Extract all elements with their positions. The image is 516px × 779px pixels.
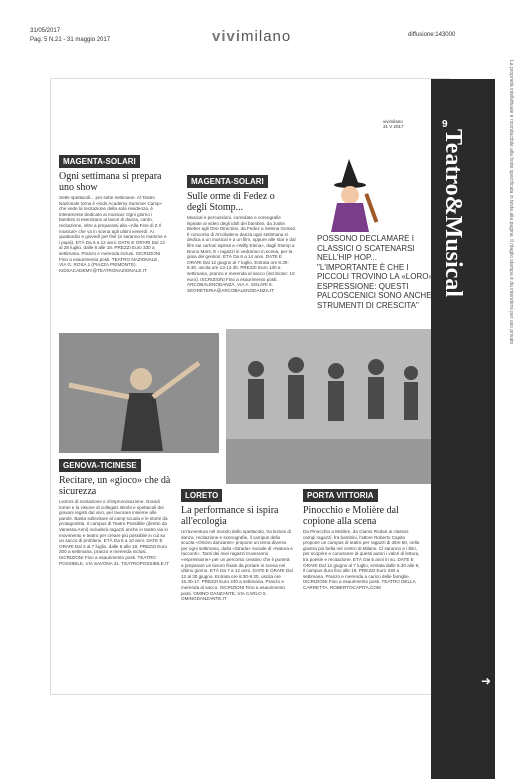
logo-rest: milano (241, 28, 292, 45)
article-3-title: Recitare, un «gioco» che dà sicurezza (59, 475, 171, 497)
clipping-page (50, 78, 492, 695)
article-2-label: MAGENTA-SOLARI (187, 175, 268, 188)
article-3-body: Lezioni di recitazione e d'improvvisazione. Grandi tornei e la visione di collegati. Bimbi e spettacoli dei giovani registi dal vivo, per lavorare insieme alle parole. Basta sollecitare al camp scuola e le storie da protagonista. Il campus di Teatro Possibile (diretto da Vanessa Anni) includerà ragazzi anche in teatro via in movimento e teatro per creare più possibile in cui su un sacco di problemi. ETÀ Da 5 a 10 anni. DATE E ORARI Dal 3 al 7 luglio, dalle 8 alle 18. PREZZI Euro 200 a settimana, pranzo e merenda inclusi. ISCRIZIONI Fino a esaurimento posti. TEATRO POSSIBILE, VIA SAVONA 31. TEATROPOSSIBILE.IT (59, 499, 170, 566)
header-date: 31/05/2017 (30, 28, 61, 34)
dancing-girl-photo (59, 333, 219, 453)
article-2-body: Musical e percussioni, corredate e coreografie ispirate ai video degli idoli dei bambini, da Justin Bieber agli One Direction, da Fedez a Selena Gomez. Il concorso di Arcobaleno danza ogni settimana si dedica a un musical e a un film, oppure alle star e dal film sui cartoni ispirati a «Willy Elena», dagli Stomp a Bruno Mars. E i ragazzi si vedranno in scena, per la gioia dei genitori. ETÀ Da 6 a 14 anni. DATE E ORARI Dal 12 giugno al 7 luglio. Entrata ore 8.30-9.30, uscita ore 13-13.30. PREZZI Euro 130 a settimana, pranzo e merenda al sacco (iscrizione: 10 euro). ISCRIZIONI Fino a esaurimento posti. ARCOBALENODANZA, VIA A. SOLARI 6. SEGRETERIA@ARCOBALENODANZA.IT (187, 215, 297, 293)
article-4-body: Un'avventura nel mondo dello spettacolo, tra lezioni di danza, recitazione e scenografie, il campus della scuola «Omino danzante» propone un tema diverso per ogni settimana, dalla «Strada» sociale di «Natura e racconti». Tanti dei miei ragazzi troveranno «espressione» per un percorso creativo che li porterà a preparare un lavoro finale da portare in scena nel ultimo giorno. ETÀ Da 7 a 12 anni. DATE E ORARI Dal 12 al 30 giugno. Entrata ore 8.30-9.30, uscita ore 16.30-17. PREZZI Euro 240 a settimana. Pranzo e merenda al sacco. ISCRIZIONI Fino a esaurimento posti. OMINO DANZANTE, VIA CARLO 5. OMINODANZANTE.IT (181, 529, 293, 602)
header-page-info: Pag. 5 N.21 - 31 maggio 2017 (30, 37, 111, 43)
article-1-title: Ogni settimana si prepara uno show (59, 171, 162, 193)
article-4-label: LORETO (181, 489, 222, 502)
children-group-figures (226, 329, 431, 484)
logo-bold: vivi (212, 28, 242, 45)
page-number: 9 (442, 119, 448, 130)
children-group-photo (226, 329, 431, 484)
section-title: Teatro&Musical (440, 129, 466, 297)
dancing-girl-figure (59, 333, 219, 453)
article-1-label: MAGENTA-SOLARI (59, 155, 140, 168)
next-arrow-icon: ➜ (481, 674, 492, 688)
article-1-body: Sette spettacoli... per sette settimane. Al Teatro Nazionale torna il «Kids Academy Summer Camp» che vede la recitazione della sola residenza, è interamente dedicato ai musical. Ogni giorno i bambini si esercitano ai lavori di danza, canto, recitazione, oltre a prepararsi alla «Alla Fine di Z Il musical» che va in scena agli ultimi venerdì. Ai quattordici e giovedì per finir (e saranno le mamme e i papà). ETÀ Da 6 a 12 anni. DATE E ORARI Dal 12 al 28 luglio, dalle 8 alle 18. PREZZI Euro 330 a settimana. Pranzo e merenda inclusi. ISCRIZIONI Fino a esaurimento posti. TEATRO NAZIONALE, VIA G. ROSA 1 (PIAZZA PIEMONTE). KIDSACADEMY@TEATRONAZIONALE.IT (59, 195, 167, 273)
stamp (383, 119, 404, 129)
article-5-body: Da Pinocchio a Molière, da Gianni Rodari ai classici: campi ragazzi, fra bambini, l'attore Roberto Capita propone un campus di teatro per ragazzi di oltre 80, nella giostra più bella nel centro di Milano. Ci saranno e i libri, per scoprire e conoscere di questi autori i valori di lettura, tra poesie e recitazione. ETÀ Dai 5 anni in su. DATE E ORARI Dal 12 giugno al 7 luglio, entrata dalle 8.30 alle 9, il campus dura fino alle 18. PREZZI Euro 330 a settimana. Pranzo e merenda a carico delle famiglie. ISCRIZIONI Fino a esaurimento posti. TEATRO DELLA CARRETTA. ROBERTOCAPITA.COM (303, 529, 420, 590)
article-4-title: La performance si ispira all'ecologia (181, 505, 279, 527)
article-5-label: PORTA VITTORIA (303, 489, 378, 502)
copyright-side-caption: La proprietà intellettuale è riconducibile alla fonte specificata in testa alla pagina. Il ritaglio stampa è da intendersi per uso privato (508, 60, 514, 345)
article-5-title: Pinocchio e Molière dal copione alla scena (303, 505, 399, 527)
stamp-line1: vivimilano (383, 119, 403, 124)
publication-logo (212, 28, 291, 45)
witch-costume-photo (319, 157, 409, 232)
article-3-label: GENOVA-TICINESE (59, 459, 141, 472)
stamp-line2: 31 V 2017 (383, 124, 404, 129)
article-2-title: Sulle orme di Fedez o degli Stomp... (187, 191, 275, 213)
header-diffusione: diffusione:143000 (408, 32, 456, 38)
pull-quote: POSSONO DECLAMARE I CLASSICI O SCATENARSI NELL'HIP HOP... "L'IMPORTANTE È CHE I PICCOLI TROVINO LA «LORO» ESPRESSIONE: QUESTI PALCOSCENICI SONO ANCHE STRUMENTI DI CRESCITA" (317, 234, 433, 310)
